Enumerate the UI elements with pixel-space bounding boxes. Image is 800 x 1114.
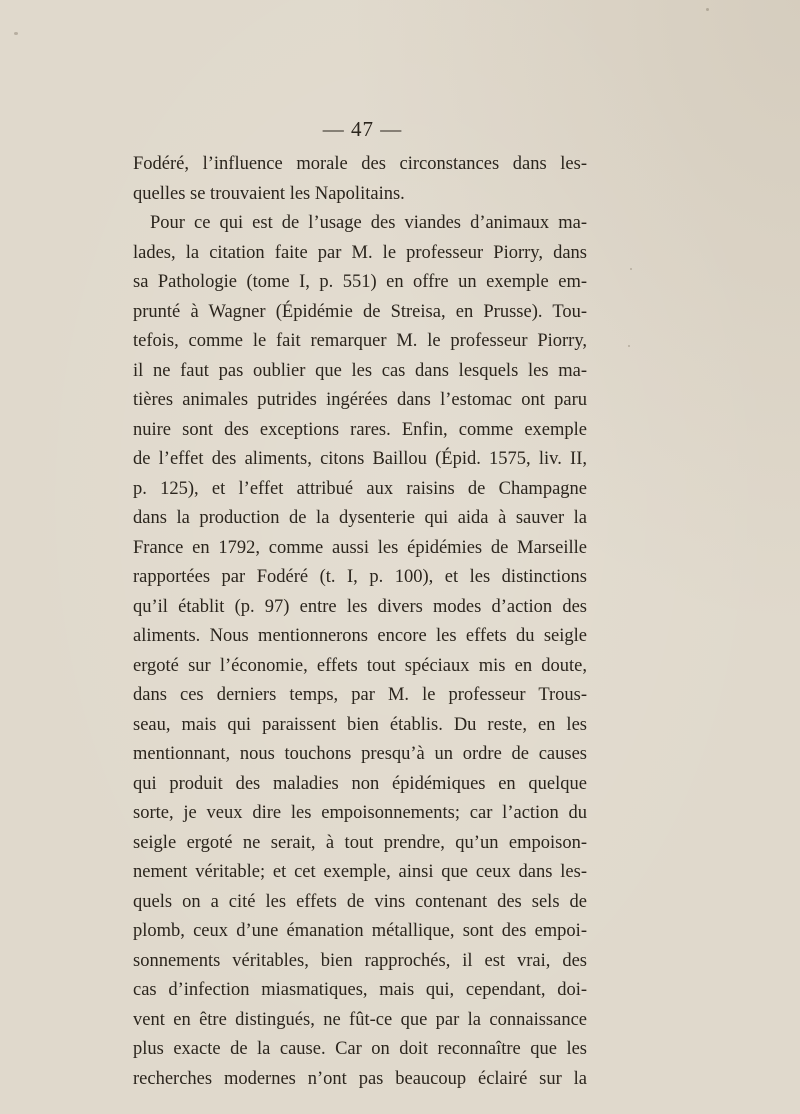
text-line-12: p. 125), et l’effet attribué aux raisins de Champagne (133, 478, 587, 499)
text-line-22: qui produit des maladies non épidémiques en quelque (133, 773, 587, 794)
text-line-25: nement véritable; et cet exemple, ainsi que ceux dans les- (133, 862, 587, 882)
text-line-15: rapportées par Fodéré (t. I, p. 100), et les distinctions (133, 567, 587, 587)
text-line-5: sa Pathologie (tome I, p. 551) en offre un exemple em- (133, 272, 587, 292)
text-line-2: quelles se trouvaient les Napolitains. (133, 183, 405, 204)
text-line-18: ergoté sur l’économie, effets tout spéciaux mis en doute, (133, 655, 587, 676)
text-line-3: Pour ce qui est de l’usage des viandes d’animaux ma- (150, 213, 587, 233)
text-line-17: aliments. Nous mentionnerons encore les effets du seigle (133, 626, 587, 646)
text-line-1: Fodéré, l’influence morale des circonstances dans les- (133, 154, 587, 174)
paper-speck (706, 8, 709, 11)
text-line-4: lades, la citation faite par M. le professeur Piorry, dans (133, 242, 587, 263)
text-line-27: plomb, ceux d’une émanation métallique, sont des empoi- (133, 921, 587, 941)
paper-speck (628, 345, 630, 347)
text-line-16: qu’il établit (p. 97) entre les divers modes d’action des (133, 596, 587, 617)
text-line-6: prunté à Wagner (Épidémie de Streisa, en Prusse). Tou- (133, 301, 587, 322)
text-line-28: sonnements véritables, bien rapprochés, il est vrai, des (133, 950, 587, 971)
text-line-31: plus exacte de la cause. Car on doit reconnaître que les (133, 1039, 587, 1059)
text-line-24: seigle ergoté ne serait, à tout prendre, qu’un empoison- (133, 832, 587, 853)
text-line-23: sorte, je veux dire les empoisonnements; car l’action du (133, 803, 587, 823)
text-line-21: mentionnant, nous touchons presqu’à un ordre de causes (133, 744, 587, 764)
text-line-13: dans la production de la dysenterie qui aida à sauver la (133, 508, 587, 528)
text-line-26: quels on a cité les effets de vins contenant des sels de (133, 891, 587, 912)
page-number: — 47 — (322, 117, 403, 141)
text-line-7: tefois, comme le fait remarquer M. le professeur Piorry, (133, 331, 587, 351)
paper-speck (630, 268, 632, 270)
text-line-30: vent en être distingués, ne fût-ce que par la connaissance (133, 1009, 587, 1030)
text-line-32: recherches modernes n’ont pas beaucoup éclairé sur la (133, 1068, 587, 1089)
text-line-19: dans ces derniers temps, par M. le professeur Trous- (133, 685, 587, 705)
paper-speck (14, 32, 18, 35)
text-line-20: seau, mais qui paraissent bien établis. Du reste, en les (133, 714, 587, 735)
text-line-10: nuire sont des exceptions rares. Enfin, comme exemple (133, 419, 587, 440)
text-line-29: cas d’infection miasmatiques, mais qui, cependant, doi- (133, 980, 587, 1000)
text-line-11: de l’effet des aliments, citons Baillou (Épid. 1575, liv. II, (133, 449, 587, 469)
text-line-8: il ne faut pas oublier que les cas dans lesquels les ma- (133, 360, 587, 381)
text-line-14: France en 1792, comme aussi les épidémies de Marseille (133, 537, 587, 558)
text-line-9: tières animales putrides ingérées dans l’estomac ont paru (133, 390, 587, 410)
body-text (133, 150, 587, 1094)
